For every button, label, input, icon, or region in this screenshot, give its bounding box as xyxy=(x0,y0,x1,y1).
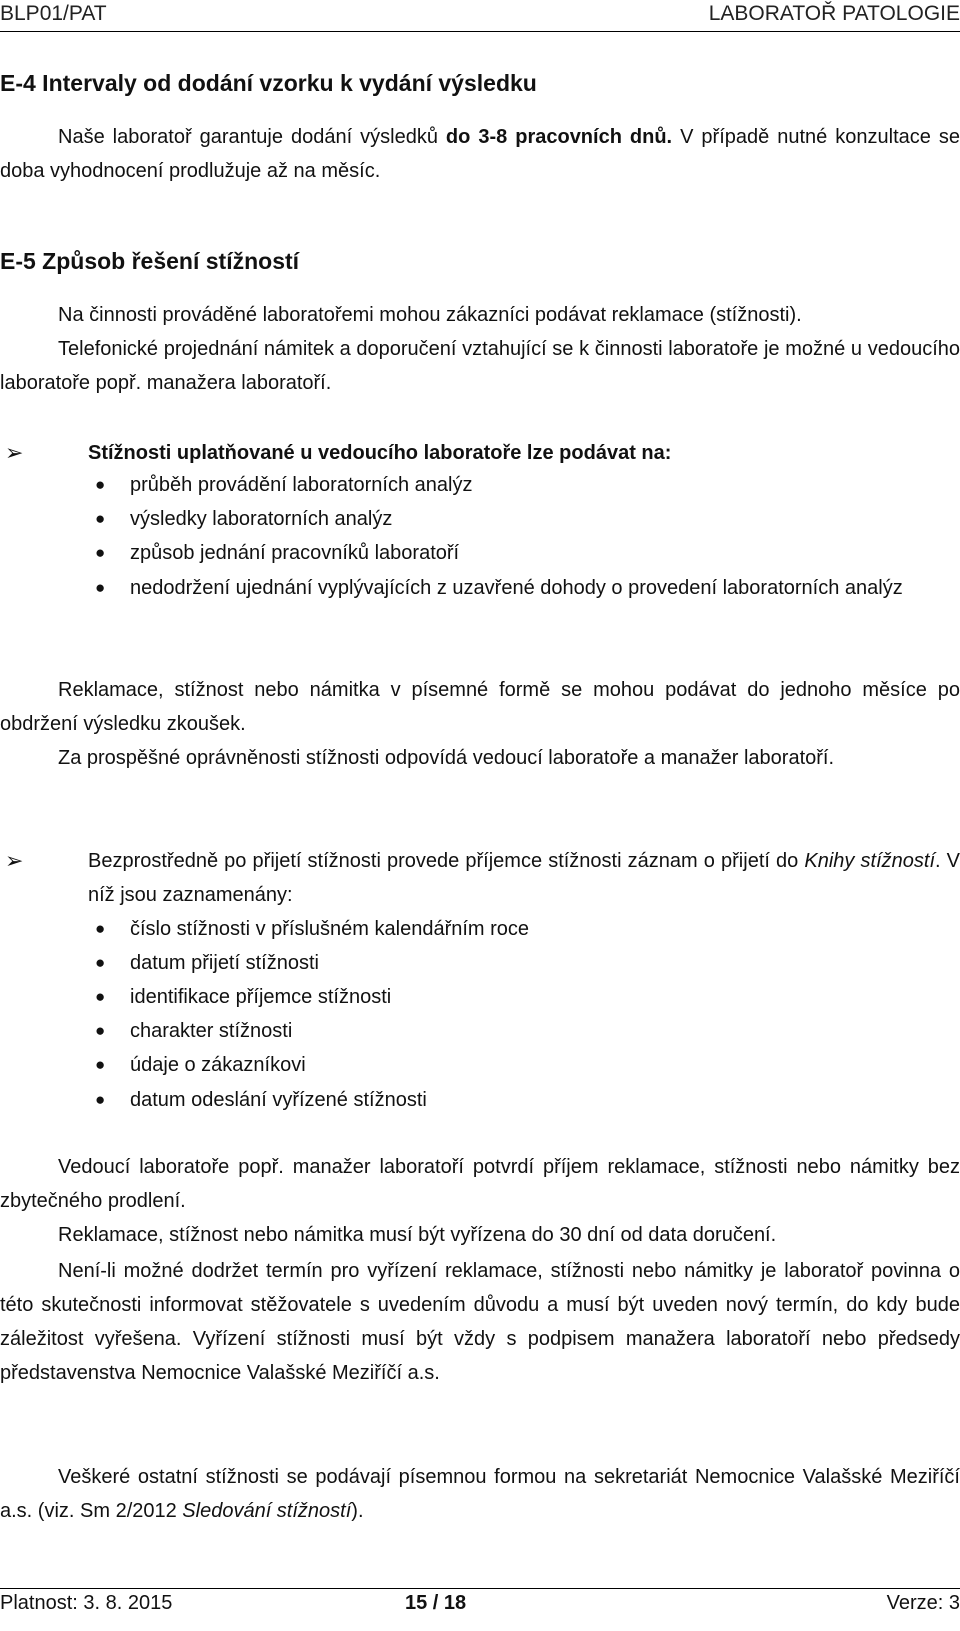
department-name: LABORATOŘ PATOLOGIE xyxy=(708,2,960,25)
list1-title: Stížnosti uplatňované u vedoucího laboratoře lze podávat na: xyxy=(88,442,672,464)
doc-code: BLP01/PAT xyxy=(0,2,107,25)
bullet-icon: ● xyxy=(95,509,106,528)
e5-paragraph-5: Vedoucí laboratoře popř. manažer laboratoří potvrdí příjem reklamace, stížnosti nebo námitky bez zbytečného prodlení. xyxy=(0,1156,960,1212)
e5-paragraph-3: Reklamace, stížnost nebo námitka v písemné formě se mohou podávat do jednoho měsíce po obdržení výsledku zkoušek. xyxy=(0,679,960,735)
bullet-icon: ● xyxy=(95,1055,106,1074)
page-header xyxy=(0,2,960,32)
e5-paragraph-7: Není-li možné dodržet termín pro vyřízení reklamace, stížnosti nebo námitky je laboratoř povinna o této skutečnosti informovat stěžovatele s uvedením důvodu a musí být uveden nový termín, do kdy bude záležitost vyřešena. Vyřízení stížnosti musí být vždy s podpisem manažera laboratoří nebo předsedy představenstva Nemocnice Valašské Meziříčí a.s. xyxy=(0,1260,960,1384)
e5-paragraph-4: Za prospěšné oprávněnosti stížnosti odpovídá vedoucí laboratoře a manažer laboratoří. xyxy=(58,747,835,769)
arrow-bullet-icon: ➢ xyxy=(5,848,24,873)
bullet-icon: ● xyxy=(95,919,106,938)
list-item: průběh provádění laboratorních analýz xyxy=(130,474,473,496)
arrow-bullet-icon: ➢ xyxy=(5,440,24,465)
bullet-icon: ● xyxy=(95,543,106,562)
bullet-icon: ● xyxy=(95,578,106,597)
page-number: 15 / 18 xyxy=(405,1592,467,1614)
list-item: datum odeslání vyřízené stížnosti xyxy=(130,1089,427,1111)
e5-paragraph-1: Na činnosti prováděné laboratořemi mohou zákazníci podávat reklamace (stížnosti). xyxy=(58,304,802,326)
version: Verze: 3 xyxy=(886,1592,960,1614)
list-item: identifikace příjemce stížnosti xyxy=(130,986,392,1008)
bullet-icon: ● xyxy=(95,1021,106,1040)
bullet-icon: ● xyxy=(95,953,106,972)
section-e4-title: E-4 Intervaly od dodání vzorku k vydání výsledku xyxy=(0,70,537,96)
list2-intro: Bezprostředně po přijetí stížnosti provede příjemce stížnosti záznam o přijetí do Knihy stížností. V níž jsou zaznamenány: xyxy=(88,850,960,906)
e5-paragraph-2: Telefonické projednání námitek a doporučení vztahující se k činnosti laboratoře je možné u vedoucího laboratoře popř. manažera laboratoří. xyxy=(0,338,960,394)
bullet-icon: ● xyxy=(95,1090,106,1109)
footer-rule xyxy=(0,1588,960,1589)
bullet-icon: ● xyxy=(95,475,106,494)
list-item: datum přijetí stížnosti xyxy=(130,952,319,974)
list-item: nedodržení ujednání vyplývajících z uzavřené dohody o provedení laboratorních analýz xyxy=(130,577,903,599)
list-item: číslo stížnosti v příslušném kalendářním roce xyxy=(130,918,530,940)
list-item: způsob jednání pracovníků laboratoří xyxy=(130,542,460,564)
e5-paragraph-8: Veškeré ostatní stížnosti se podávají písemnou formou na sekretariát Nemocnice Valašské Meziříčí a.s. (viz. Sm 2/2012 Sledování stížností). xyxy=(0,1466,960,1522)
e4-paragraph: Naše laboratoř garantuje dodání výsledků do 3-8 pracovních dnů. V případě nutné konzultace se doba vyhodnocení prodlužuje až na měsíc. xyxy=(0,126,960,182)
bullet-icon: ● xyxy=(95,987,106,1006)
e5-paragraph-6: Reklamace, stížnost nebo námitka musí být vyřízena do 30 dní od data doručení. xyxy=(58,1224,777,1246)
header-rule xyxy=(0,31,960,32)
list-item: charakter stížnosti xyxy=(130,1020,293,1042)
list-item: výsledky laboratorních analýz xyxy=(130,508,393,530)
list-item: údaje o zákazníkovi xyxy=(130,1054,306,1076)
validity-date: Platnost: 3. 8. 2015 xyxy=(0,1592,173,1614)
section-e5-title: E-5 Způsob řešení stížností xyxy=(0,248,300,274)
